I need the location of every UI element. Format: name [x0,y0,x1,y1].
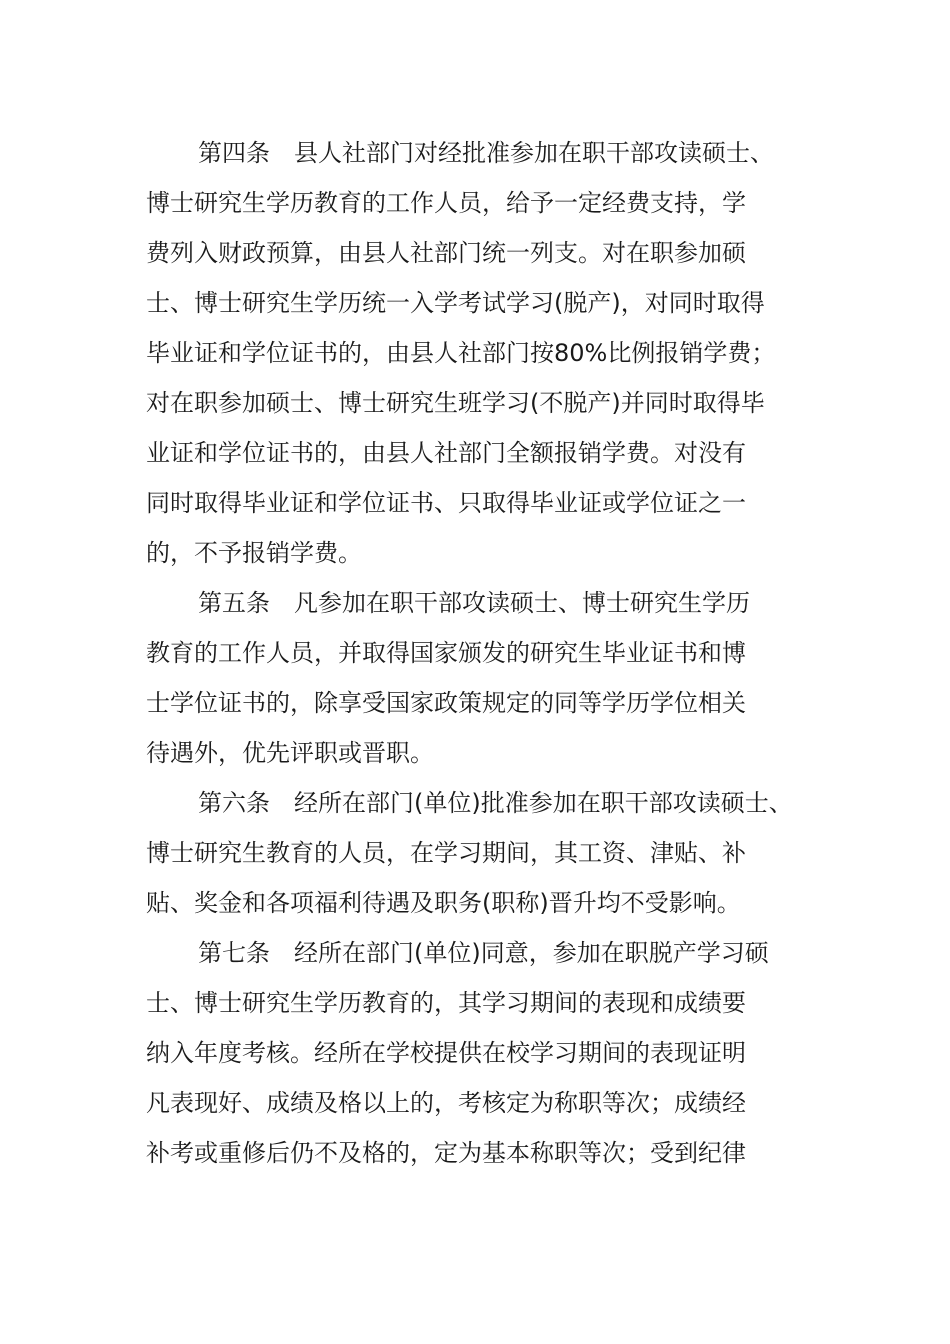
text-line: 同时取得毕业证和学位证书、只取得毕业证或学位证之一 [146,489,746,517]
text-line: 教育的工作人员，并取得国家颁发的研究生毕业证书和博 [146,639,746,667]
text-line: 士学位证书的，除享受国家政策规定的同等学历学位相关 [146,689,746,717]
text-line: 的，不予报销学费。 [146,539,362,567]
text-line: 凡表现好、成绩及格以上的，考核定为称职等次；成绩经 [146,1089,746,1117]
text-line: 博士研究生教育的人员，在学习期间，其工资、津贴、补 [146,839,746,867]
text-line: 第六条 经所在部门(单位)批准参加在职干部攻读硕士、 [198,789,793,817]
text-line: 纳入年度考核。经所在学校提供在校学习期间的表现证明 [146,1039,746,1067]
text-line: 士、博士研究生学历教育的，其学习期间的表现和成绩要 [146,989,746,1017]
text-line: 待遇外，优先评职或晋职。 [146,739,434,767]
text-line: 贴、奖金和各项福利待遇及职务(职称)晋升均不受影响。 [146,889,741,917]
text-line: 补考或重修后仍不及格的，定为基本称职等次；受到纪律 [146,1139,746,1167]
text-line: 费列入财政预算，由县人社部门统一列支。对在职参加硕 [146,239,746,267]
text-line: 博士研究生学历教育的工作人员，给予一定经费支持，学 [146,189,746,217]
text-line: 业证和学位证书的，由县人社部门全额报销学费。对没有 [146,439,746,467]
text-line: 第七条 经所在部门(单位)同意，参加在职脱产学习硕 [198,939,769,967]
text-line: 士、博士研究生学历统一入学考试学习(脱产)，对同时取得 [146,289,765,317]
text-line: 第五条 凡参加在职干部攻读硕士、博士研究生学历 [198,589,750,617]
text-line: 毕业证和学位证书的，由县人社部门按80%比例报销学费； [146,339,776,367]
text-line: 第四条 县人社部门对经批准参加在职干部攻读硕士、 [198,139,774,167]
text-line: 对在职参加硕士、博士研究生班学习(不脱产)并同时取得毕 [146,389,765,417]
